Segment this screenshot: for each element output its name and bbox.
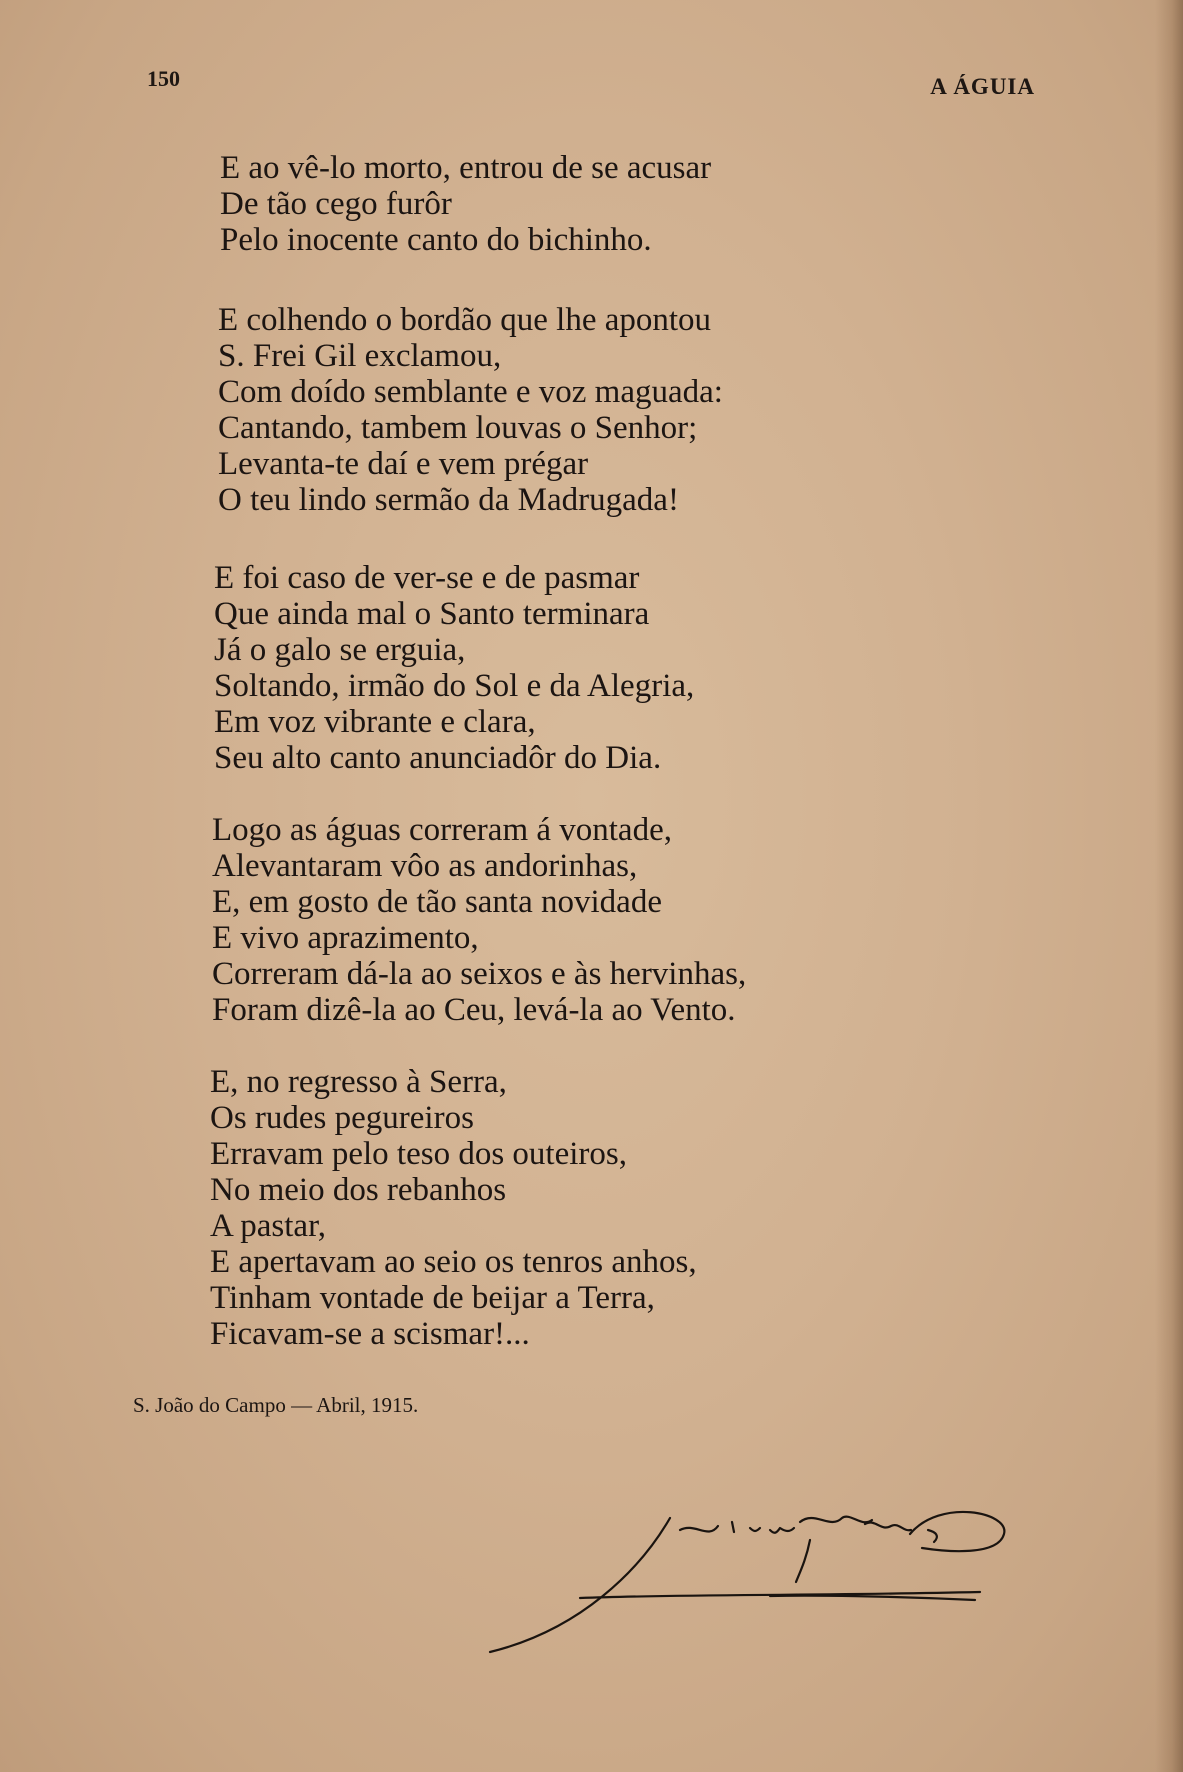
poem-line: Que ainda mal o Santo terminara xyxy=(214,596,650,632)
place-date: S. João do Campo — Abril, 1915. xyxy=(133,1393,419,1417)
poem-line: Ficavam-se a scismar!... xyxy=(210,1316,530,1352)
page-number: 150 xyxy=(147,66,180,91)
poem-line: Os rudes pegureiros xyxy=(210,1100,474,1136)
poem-line: S. Frei Gil exclamou, xyxy=(218,338,502,374)
poem-line: E, no regresso à Serra, xyxy=(210,1064,507,1100)
running-title: A ÁGUIA xyxy=(930,74,1035,99)
signature-icon xyxy=(470,1500,1030,1700)
poem-line: Logo as águas correram á vontade, xyxy=(212,812,672,848)
poem-line: A pastar, xyxy=(210,1208,326,1244)
poem-line: E apertavam ao seio os tenros anhos, xyxy=(210,1244,697,1280)
poem-line: E, em gosto de tão santa novidade xyxy=(212,884,662,920)
poem-line: Levanta-te daí e vem prégar xyxy=(218,446,589,482)
stanza-5 xyxy=(210,1064,697,1352)
stanza-4 xyxy=(212,812,746,1028)
poem-line: Em voz vibrante e clara, xyxy=(214,704,536,740)
poem-line: No meio dos rebanhos xyxy=(210,1172,507,1208)
poem-line: Seu alto canto anunciadôr do Dia. xyxy=(214,740,662,776)
poem-line: De tão cego furôr xyxy=(220,186,452,222)
poem-line: E foi caso de ver-se e de pasmar xyxy=(214,560,640,596)
poem-line: Pelo inocente canto do bichinho. xyxy=(220,222,652,258)
poem-line: E ao vê-lo morto, entrou de se acusar xyxy=(220,150,712,186)
poem-line: Tinham vontade de beijar a Terra, xyxy=(210,1280,655,1316)
poem-line: Cantando, tambem louvas o Senhor; xyxy=(218,410,698,446)
poem-line: Foram dizê-la ao Ceu, levá-la ao Vento. xyxy=(212,992,736,1028)
poem-line: Com doído semblante e voz maguada: xyxy=(218,374,723,410)
poem-line: Erravam pelo teso dos outeiros, xyxy=(210,1136,627,1172)
stanza-1 xyxy=(220,150,711,258)
poem-line: E vivo aprazimento, xyxy=(212,920,479,956)
poem-line: O teu lindo sermão da Madrugada! xyxy=(218,482,679,518)
stanza-3 xyxy=(214,560,694,776)
stanza-2 xyxy=(218,302,723,518)
poem-line: E colhendo o bordão que lhe apontou xyxy=(218,302,712,338)
poem-line: Alevantaram vôo as andorinhas, xyxy=(212,848,638,884)
poem-line: Correram dá-la ao seixos e às hervinhas, xyxy=(212,956,747,992)
page-edge-shadow xyxy=(1155,0,1183,1772)
poem-line: Soltando, irmão do Sol e da Alegria, xyxy=(214,668,695,704)
poem-line: Já o galo se erguia, xyxy=(214,632,466,668)
